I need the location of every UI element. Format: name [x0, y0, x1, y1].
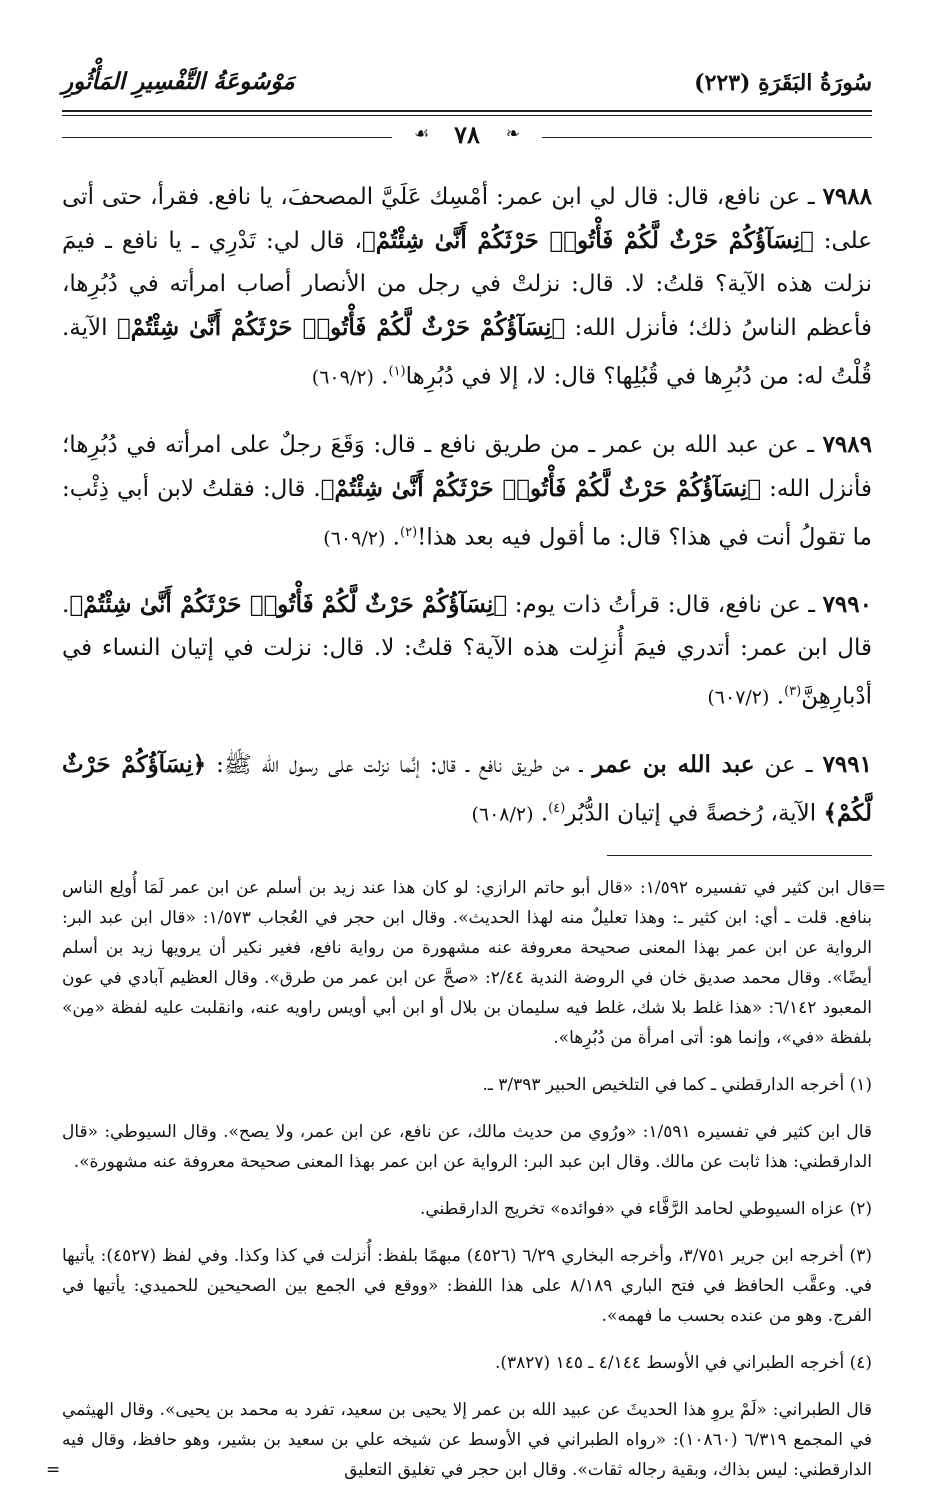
- hadith-entry: ٧٩٨٩ ـ عن عبد الله بن عمر ـ من طريق نافع ـ قال: وَقَعَ رجلٌ على امرأته في دُبُرِها؛ فأنزل الله: ﴿نِسَآؤُكُمْ حَرْثٌ لَّكُمْ فَأْتُوا۟ حَرْثَكُمْ أَنَّىٰ شِئْتُمْ﴾. قال: فقلتُ لابن أبي ذِئْب: ما تقولُ أنت في هذا؟ قال: ما أقول فيه بعد هذا!$^{(٢)}$. (٦٠٩/٢): [62, 430, 872, 551]
- footnote: (٤) أخرجه الطبراني في الأوسط ٤/١٤٤ ـ ١٤٥ (٣٨٢٧).: [494, 1352, 872, 1373]
- hadith-number: ٧٩٩١: [822, 750, 872, 778]
- footnote-marker: (٣): [784, 684, 802, 700]
- hadith-text: الآية، رُخصةً في إتيان الدُّبُر: [565, 800, 824, 827]
- ornament-icon-right: ❧: [505, 124, 520, 144]
- narrator-name: عبد الله بن عمر: [592, 750, 755, 778]
- hadith-entry: ٧٩٨٨ ـ عن نافع، قال: قال لي ابن عمر: أمْسِك عَلَيَّ المصحفَ، يا نافع. فقرأ، حتى أتى على: ﴿نِسَآؤُكُمْ حَرْثٌ لَّكُمْ فَأْتُوا۟ حَرْثَكُمْ أَنَّىٰ شِئْتُمْ﴾، قال لي: تَدْرِي ـ يا نافع ـ فيمَ نزلت هذه الآية؟ قلتُ: لا. قال: نزلتْ في رجل من الأنصار أصاب امرأته في دُبُرِها، فأعظم الناسُ ذلك؛ فأنزل الله: ﴿نِسَآؤُكُمْ حَرْثٌ لَّكُمْ فَأْتُوا۟ حَرْثَكُمْ أَنَّىٰ شِئْتُمْ﴾ الآية. قُلْتُ له: من دُبُرِها في قُبُلِها؟ قال: لا، إلا في دُبُرِها$^{(١)}$. (٦٠٩/٢): [62, 183, 872, 390]
- footnote: (١) أخرجه الدارقطني ـ كما في التلخيص الحبير ٣/٣٩٣ ـ.: [482, 1074, 872, 1095]
- hadith-text: ـ عن نافع، قال: قرأتُ ذات يوم:: [507, 592, 823, 619]
- hadith-text: . قال ابن عمر: أتدري فيمَ أُنزِلت هذه الآية؟ قلتُ: لا. قال: نزلت في إتيان النساء في أدْبارِهِنَّ: [62, 592, 872, 710]
- footnote: قال الطبراني: «لَمْ يروِ هذا الحديثَ عن عبيد الله بن عمر إلا يحيى بن سعيد، تفرد به محمد بن يحيى». وقال الهيثمي في المجمع ٦/٣١٩ (١٠٨٦٠): «رواه الطبراني في الأوسط عن شيخه علي بن سعيد بن بشير، وهو حافظ، وقال فيه الدارقطني: ليس بذاك، وبقية رجاله ثقات». وقال ابن حجر في تغليق التعليق =: [62, 1395, 872, 1485]
- hadith-number: ٧٩٨٩: [822, 430, 872, 458]
- hadith-text: ـ من طريق نافع ـ قال: إنَّما نزلت على رسول الله ﷺ:: [206, 751, 593, 778]
- verse-number: (٢٢٣): [694, 70, 751, 96]
- footnote: (٣) أخرجه ابن جرير ٣/٧٥١، وأخرجه البخاري ٦/٢٩ (٤٥٢٦) مبهمًا بلفظ: أُنزلت في كذا وكذا. وفي لفظ (٤٥٢٧): يأتيها في. وعقَّب الحافظ في فتح الباري ٨/١٨٩ على هذا اللفظ: «ووقع في الجمع بين الصحيحين للحميدي: يأتيها في الفرج. وهو من عنده بحسب ما فهمه».: [62, 1245, 872, 1326]
- footnote-separator: [607, 855, 872, 856]
- hadith-entry: ٧٩٩١ ـ عن عبد الله بن عمر ـ من طريق نافع ـ قال: إنَّما نزلت على رسول الله ﷺ: ﴿نِسَآؤُكُمْ حَرْثٌ لَّكُمْ﴾ الآية، رُخصةً في إتيان الدُّبُر$^{(٤)}$. (٦٠٨/٢): [62, 750, 872, 827]
- book-title: مَوْسُوعَةُ التَّفْسِيرِ المَأْثُورِ: [62, 68, 295, 95]
- quran-verse: ﴿نِسَآؤُكُمْ حَرْثٌ لَّكُمْ﴾: [62, 750, 872, 827]
- footnote-marker: (٤): [548, 800, 566, 816]
- footnote: = قال ابن كثير في تفسيره ١/٥٩٢: «قال أبو حاتم الرازي: لو كان هذا عند زيد بن أسلم عن ابن عمر لَمَا أُولِع الناس بنافع. قلت ـ أي: ابن كثير ـ: وهذا تعليلٌ منه لهذا الحديث». وقال ابن حجر في العُجاب ١/٥٧٣: «قال ابن عبد البر: الرواية عن ابن عمر بهذا المعنى صحيحة معروفة عنه مشهورة من رواية نافع، فغير نكير أن يرويها زيد بن أسلم أيضًا». وقال محمد صديق خان في الروضة الندية ٢/٤٤: «صحَّ عن ابن عمر من طرق». وقال العظيم آبادي في عون المعبود ٦/١٤٢: «هذا غلط بلا شك، غلط فيه سليمان بن بلال أو ابن أبي أويس راويه عنه، وانقلبت عليه لفظة «مِن» بلفظة «في»، وإنما هو: أتى امرأة من دُبُرِها».: [62, 873, 872, 1053]
- hadith-text: ـ عن: [754, 751, 823, 778]
- hadith-entry: ٧٩٩٠ ـ عن نافع، قال: قرأتُ ذات يوم: ﴿نِسَآؤُكُمْ حَرْثٌ لَّكُمْ فَأْتُوا۟ حَرْثَكُمْ أَنَّىٰ شِئْتُمْ﴾. قال ابن عمر: أتدري فيمَ أُنزِلت هذه الآية؟ قلتُ: لا. قال: نزلت في إتيان النساء في أدْبارِهِنَّ$^{(٣)}$. (٦٠٧/٢): [62, 591, 872, 710]
- hadith-text: . قال: فقلتُ لابن أبي ذِئْب: ما تقولُ أنت في هذا؟ قال: ما أقول فيه بعد هذا!: [62, 475, 872, 551]
- hadith-number: ٧٩٩٠: [822, 591, 872, 619]
- hadith-text: ـ عن عبد الله بن عمر ـ من طريق نافع ـ قال: وَقَعَ رجلٌ على امرأته في دُبُرِها؛ فأنزل الله:: [62, 431, 872, 502]
- surah-title: [694, 70, 872, 96]
- hadith-text: ، قال لي: تَدْرِي ـ يا نافع ـ فيمَ نزلت هذه الآية؟ قلتُ: لا. قال: نزلتْ في رجل من الأنصار أصاب امرأته في دُبُرِها، فأعظم الناسُ ذلك؛ فأنزل الله:: [62, 228, 872, 341]
- footnote: (٢) عزاه السيوطي لحامد الرَّفَّاء في «فوائده» تخريج الدارقطني.: [419, 1198, 872, 1219]
- footnote-marker: (١): [388, 364, 406, 379]
- quran-verse: ﴿نِسَآؤُكُمْ حَرْثٌ لَّكُمْ فَأْتُوا۟ حَرْثَكُمْ أَنَّىٰ شِئْتُمْ﴾: [69, 591, 508, 619]
- footnotes: [62, 873, 872, 1485]
- ornament-icon-left: ☙: [414, 124, 430, 144]
- ornament-line-left: [62, 137, 392, 138]
- main-text: [62, 175, 872, 837]
- volume-reference: (٦٠٨/٢): [471, 803, 534, 826]
- quran-verse: ﴿نِسَآؤُكُمْ حَرْثٌ لَّكُمْ فَأْتُوا۟ حَرْثَكُمْ أَنَّىٰ شِئْتُمْ﴾: [320, 474, 762, 502]
- volume-reference: (٦٠٧/٢): [707, 686, 770, 709]
- page-number: ٧٨: [454, 120, 480, 149]
- hadith-text: الآية. قُلْتُ له: من دُبُرِها في قُبُلِها؟ قال: لا، إلا في دُبُرِها: [62, 315, 872, 390]
- volume-reference: (٦٠٩/٢): [323, 527, 386, 550]
- hadith-number: ٧٩٨٨: [822, 183, 872, 210]
- quran-verse: ﴿نِسَآؤُكُمْ حَرْثٌ لَّكُمْ فَأْتُوا۟ حَرْثَكُمْ أَنَّىٰ شِئْتُمْ﴾: [116, 314, 566, 341]
- volume-reference: (٦٠٩/٢): [311, 366, 374, 389]
- surah-name: سُورَةُ البَقَرَةِ: [758, 70, 872, 96]
- footnote: قال ابن كثير في تفسيره ١/٥٩١: «ورُوي من حديث مالك، عن نافع، عن ابن عمر، ولا يصح». وقال السيوطي: «قال الدارقطني: هذا ثابت عن مالك. وقال ابن عبد البر: الرواية عن ابن عمر بهذا المعنى صحيحة معروفة عنه مشهورة».: [62, 1121, 873, 1172]
- page-header: [62, 62, 872, 112]
- quran-verse: ﴿نِسَآؤُكُمْ حَرْثٌ لَّكُمْ فَأْتُوا۟ حَرْثَكُمْ أَنَّىٰ شِئْتُمْ﴾: [361, 227, 814, 254]
- page-number-row: [62, 122, 872, 152]
- book-page: [62, 62, 873, 1480]
- footnote-marker: (٢): [400, 524, 418, 540]
- hadith-text: ـ عن نافع، قال: قال لي ابن عمر: أمْسِك عَلَيَّ المصحفَ، يا نافع. فقرأ، حتى أتى على:: [62, 184, 872, 254]
